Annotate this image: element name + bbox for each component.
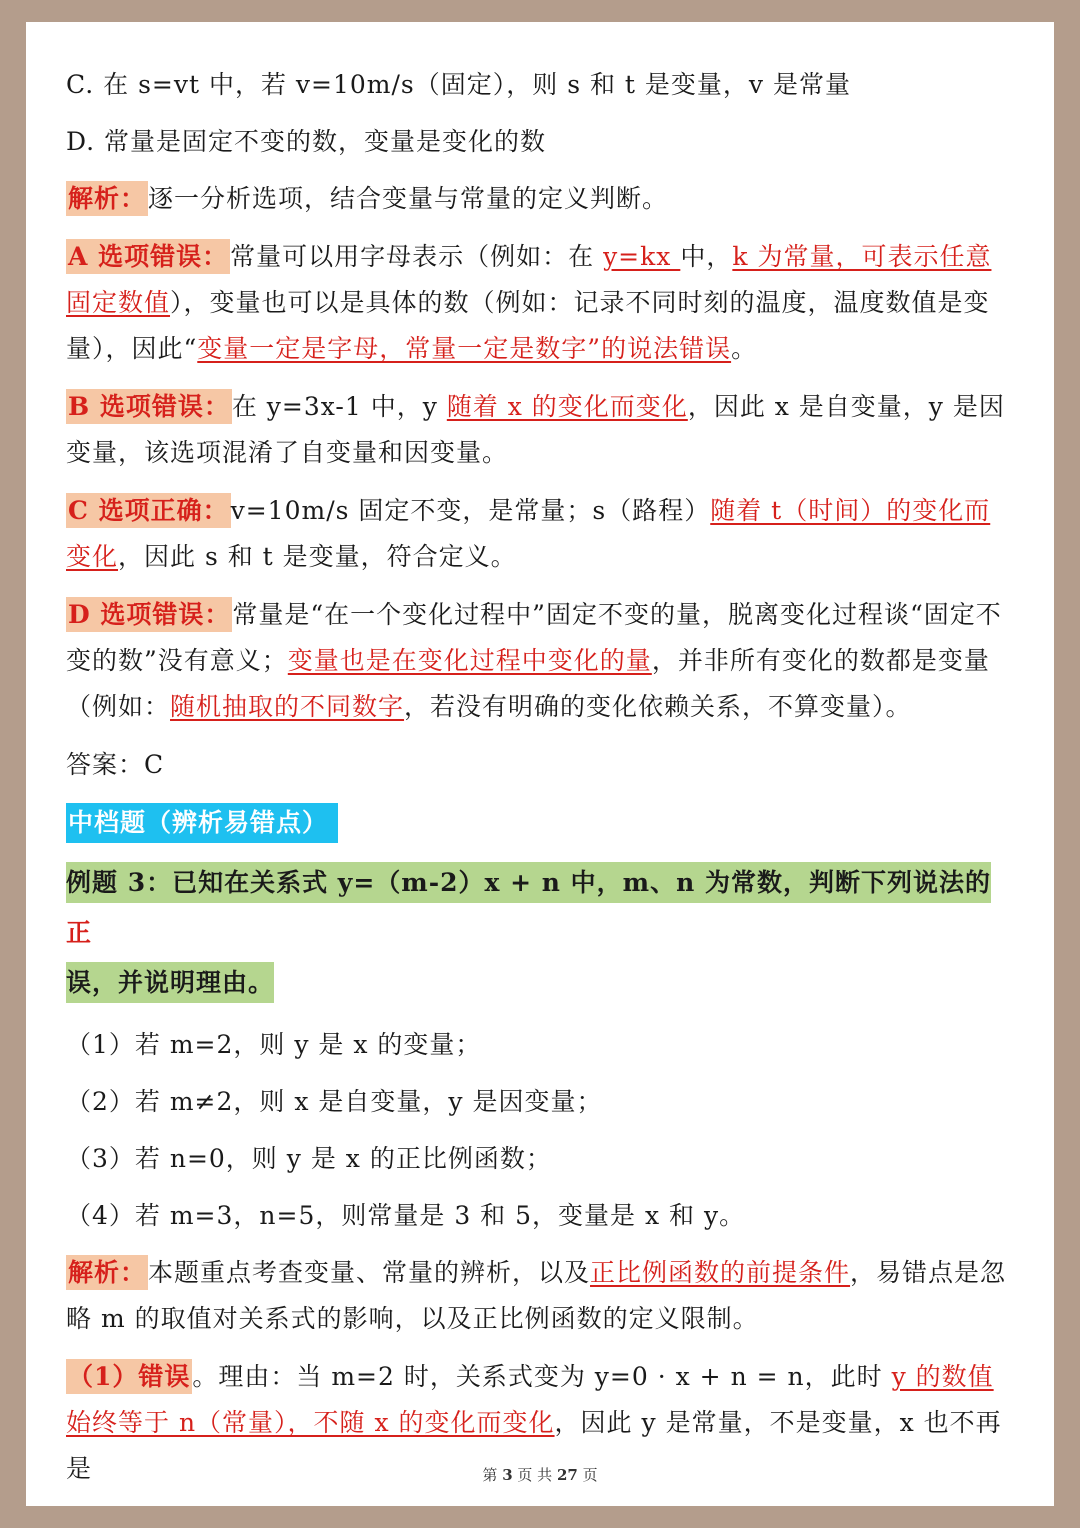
option-c-line: C. 在 s=vt 中，若 v=10m/s（固定），则 s 和 t 是变量，v 是常量 <box>66 70 851 99</box>
text-run: ，因此 x 是自变量，y 是因变量，该选项混淆了自变量和因变量。 <box>66 392 1005 467</box>
analysis-text: 逐一分析选项，结合变量与常量的定义判断。 <box>148 184 669 213</box>
list-item: （4）若 m=3，n=5，则常量是 3 和 5，变量是 x 和 y。 <box>66 1201 746 1230</box>
option-b-explanation <box>66 384 1016 476</box>
highlight-run: 变量也是在变化过程中变化的量 <box>287 646 652 675</box>
section-heading <box>66 800 1016 846</box>
highlight-run: y=kx <box>603 242 681 271</box>
example-3-text: 例题 3：已知在关系式 y=（m-2）x + n 中，m、n 为常数，判断下列说法的 <box>66 862 991 903</box>
footer-mid: 页 共 <box>512 1466 557 1484</box>
text-run: v=10m/s 固定不变，是常量；s（路程） <box>230 496 711 525</box>
total-pages: 27 <box>556 1466 578 1484</box>
text-run: 。理由：当 m=2 时，关系式变为 y=0 · x + n = n，此时 <box>192 1362 892 1391</box>
list-item: （1）若 m=2，则 y 是 x 的变量； <box>66 1030 482 1059</box>
footer-suffix: 页 <box>577 1466 598 1484</box>
item-1-label: （1）错误 <box>66 1359 192 1394</box>
text-run: 本题重点考查变量、常量的辨析，以及 <box>148 1258 591 1287</box>
option-c-explanation <box>66 488 1016 580</box>
document-page <box>26 22 1054 1506</box>
text-run: ，因此 s 和 t 是变量，符合定义。 <box>118 542 517 571</box>
page-content <box>66 62 1016 1504</box>
page-footer <box>26 1464 1054 1485</box>
analysis-2 <box>66 1250 1016 1342</box>
option-b-label: B 选项错误： <box>66 389 232 424</box>
option-a-label: A 选项错误： <box>66 239 230 274</box>
example-3-heading <box>66 858 1016 1008</box>
example-3-text-2: 误，并说明理由。 <box>66 962 274 1003</box>
text-run: 常量是“在一个变化过程中”固定不变的量，脱离变化过程谈“固定不变的数”没有意义； <box>66 600 1002 675</box>
text-run: ），变量也可以是具体的数（例如：记录不同时刻的温度，温度数值是变量），因此“ <box>66 288 990 363</box>
highlight-run: 随着 x 的变化而变化 <box>446 392 688 421</box>
text-run: 常量可以用字母表示（例如：在 <box>230 242 604 271</box>
highlight-run: 随机抽取的不同数字 <box>170 692 405 721</box>
footer-prefix: 第 <box>482 1466 503 1484</box>
option-d-explanation <box>66 592 1016 730</box>
page-number: 3 <box>502 1466 513 1484</box>
example-3-red: 正 <box>66 918 93 947</box>
analysis-label: 解析： <box>66 181 148 216</box>
analysis-label: 解析： <box>66 1255 148 1290</box>
text-run: ，因此 y 是常量，不是变量，x 也不再是 <box>66 1408 1002 1483</box>
section-tag: 中档题（辨析易错点） <box>66 803 338 843</box>
option-d-label: D 选项错误： <box>66 597 232 632</box>
answer-line: 答案：C <box>66 750 165 779</box>
highlight-run: k 为常量，可表示任意固定数值 <box>66 242 992 317</box>
highlight-run: 正比例函数的前提条件 <box>590 1258 851 1287</box>
text-run: ，若没有明确的变化依赖关系，不算变量）。 <box>404 692 912 721</box>
list-item: （2）若 m≠2，则 x 是自变量，y 是因变量； <box>66 1087 603 1116</box>
text-run: 在 y=3x-1 中，y <box>231 392 447 421</box>
list-item: （3）若 n=0，则 y 是 x 的正比例函数； <box>66 1144 552 1173</box>
text-run: 。 <box>731 334 758 363</box>
highlight-run: 随着 t（时间）的变化而变化 <box>66 496 991 571</box>
highlight-run: y 的数值始终等于 n（常量），不随 x 的变化而变化 <box>66 1362 994 1437</box>
option-c-label: C 选项正确： <box>66 493 231 528</box>
text-run: ，易错点是忽略 m 的取值对关系式的影响，以及正比例函数的定义限制。 <box>66 1258 1007 1333</box>
option-a-explanation <box>66 234 1016 372</box>
text-run: 中， <box>680 242 733 271</box>
option-d-line: D. 常量是固定不变的数，变量是变化的数 <box>66 127 547 156</box>
text-run: ，并非所有变化的数都是变量（例如： <box>66 646 990 721</box>
highlight-run: 变量一定是字母，常量一定是数字”的说法错误 <box>197 334 732 363</box>
analysis-1 <box>66 176 1016 222</box>
